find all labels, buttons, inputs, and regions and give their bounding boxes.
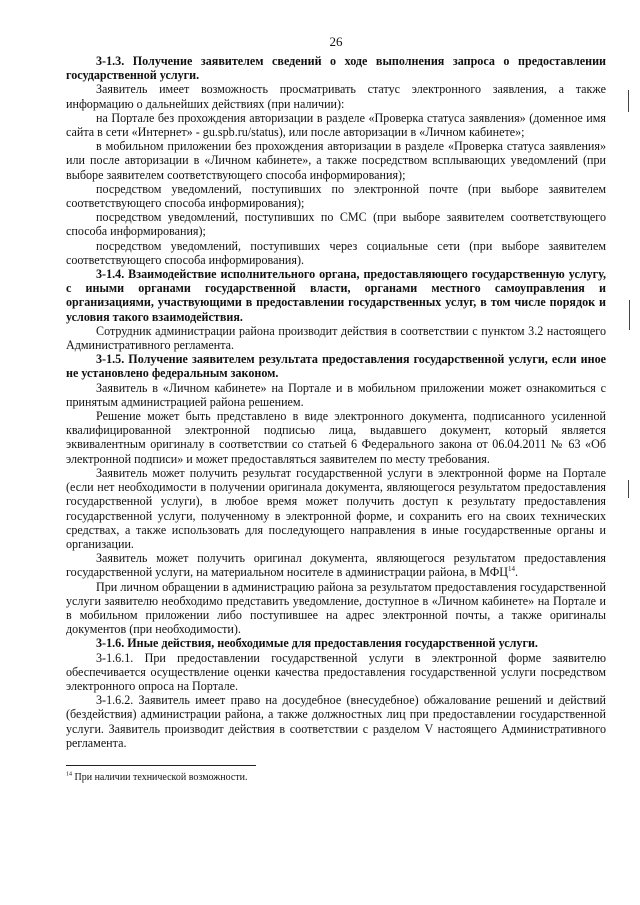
paragraph-mfc-text: Заявитель может получить оригинал документа, являющегося результатом предоставления государственной услуги, на материальном носителе в администрации района, в МФЦ: [66, 551, 606, 580]
paragraph: посредством уведомлений, поступивших по СМС (при выборе заявителем соответствующего способа информирования);: [66, 210, 606, 239]
paragraph: При личном обращении в администрацию района за результатом предоставления государственной услуги заявителю необходимо представить уведомление, доступное в «Личном кабинете» на Портале и в мобильном приложении либо поступившее на адрес электронной почты, а также оригиналы документов (при необходимости).: [66, 579, 606, 637]
paragraph-mfc: [66, 551, 606, 579]
footnote-text: При наличии технической возможности.: [72, 771, 248, 783]
paragraph: Заявитель в «Личном кабинете» на Портале и в мобильном приложении может ознакомиться с принятым администрацией района решением.: [66, 380, 606, 409]
scan-edge-mark: [629, 300, 630, 330]
section-heading-3-1-6: 3-1.6. Иные действия, необходимые для предоставления государственной услуги.: [96, 636, 538, 651]
paragraph: посредством уведомлений, поступивших по электронной почте (при выборе заявителем соответствующего способа информирования);: [66, 181, 606, 211]
paragraph: 3-1.6.1. При предоставлении государственной услуги в электронной форме заявителю обеспечивается осуществление оценки качества предоставления государственной услуги посредством электронного опроса на Портале.: [66, 650, 606, 693]
paragraph: в мобильном приложении без прохождения авторизации в разделе «Проверка статуса заявления» или после авторизации в «Личном кабинете», а также посредством всплывающих уведомлений (при выборе заявителем соответствующего способа информирования);: [66, 139, 606, 182]
footnote-divider: [66, 765, 256, 766]
paragraph: посредством уведомлений, поступивших через социальные сети (при выборе заявителем соответствующего способа информирования).: [66, 238, 606, 267]
paragraph: Заявитель может получить результат государственной услуги в электронной форме на Портале (если нет необходимости в получении оригинала документа, являющегося результатом предоставления государственной услуги), в любое время может получить доступ к результату предоставления государственной услуги, полученному в электронной форме, и сохранить его на своих технических средствах, а также использовать для последующего направления в иные государственные органы и организации.: [66, 465, 606, 551]
paragraph: Решение может быть представлено в виде электронного документа, подписанного усиленной квалифицированной электронной подписью лица, выдавшего документ, который является эквивалентным оригиналу в соответствии со статьей 6 Федерального закона от 06.04.2011 № 63 «Об электронной подписи» и может предоставляться заявителем по месту требования.: [66, 409, 606, 466]
page-number: 26: [329, 34, 343, 49]
paragraph: Сотрудник администрации района производит действия в соответствии с пунктом 3.2 настоящего Административного регламента.: [66, 323, 606, 353]
section-heading-3-1-3: 3-1.3. Получение заявителем сведений о ходе выполнения запроса о предоставлении государственной услуги.: [66, 54, 606, 83]
paragraph: 3-1.6.2. Заявитель имеет право на досудебное (внесудебное) обжалование решений и действий (бездействия) администрации района, а также должностных лиц при предоставлении государственной услуги. Заявитель производит действия в соответствии с разделом V настоящего Административного регламента.: [66, 693, 606, 750]
section-heading-3-1-5: 3-1.5. Получение заявителем результата предоставления государственной услуги, если иное не установлено федеральным законом.: [66, 352, 606, 381]
paragraph-mfc-tail: .: [515, 565, 519, 580]
footnote-ref: 14: [508, 565, 515, 574]
footnote-number: 14: [66, 771, 72, 778]
paragraph: Заявитель имеет возможность просматривать статус электронного заявления, а также информацию о дальнейших действиях (при наличии):: [66, 82, 606, 111]
paragraph: на Портале без прохождения авторизации в разделе «Проверка статуса заявления» (доменное имя сайта в сети «Интернет» - gu.spb.ru/status), или после авторизации в «Личном кабинете»;: [66, 110, 606, 140]
scan-edge-mark: [628, 480, 629, 498]
footnote: [66, 772, 606, 784]
section-heading-3-1-4: 3-1.4. Взаимодействие исполнительного органа, предоставляющего государственную услугу, с иными органами государственной власти, органами местного самоуправления и организациями, участвующими в предоставлении государственных услуг, в том числе порядок и условия такого взаимодействия.: [66, 267, 606, 324]
scan-edge-mark: [628, 90, 629, 112]
